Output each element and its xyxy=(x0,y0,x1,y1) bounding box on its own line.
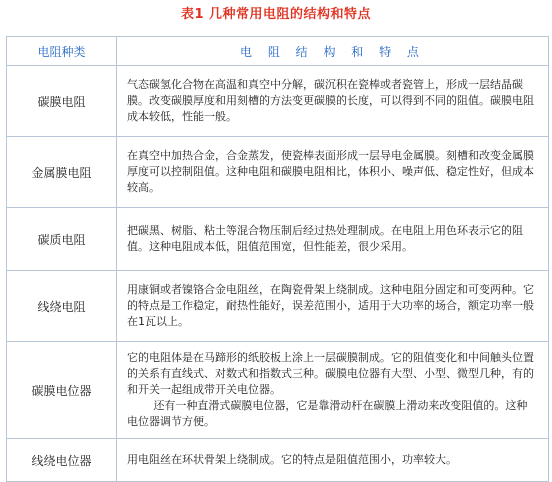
table-row xyxy=(7,208,549,271)
resistor-desc-para: 还有一种直滑式碳膜电位器，它是靠滑动杆在碳膜上滑动来改变阻值的。这种电位器调节方便。 xyxy=(127,399,528,428)
resistor-type: 线绕电阻 xyxy=(7,271,117,342)
resistor-table xyxy=(6,36,549,482)
resistor-desc xyxy=(117,342,549,439)
header-type: 电阻种类 xyxy=(7,37,117,66)
table-header-row xyxy=(7,37,549,66)
table-title: 表1 几种常用电阻的结构和特点 xyxy=(180,7,372,22)
table-row xyxy=(7,66,549,137)
resistor-desc: 用康铜或者镍铬合金电阻丝，在陶瓷骨架上绕制成。这种电阻分固定和可变两种。它的特点是工作稳定，耐热性能好，误差范围小，适用于大功率的场合，额定功率一般在1瓦以上。 xyxy=(117,271,549,342)
table-row xyxy=(7,342,549,439)
resistor-desc: 在真空中加热合金，合金蒸发，使瓷棒表面形成一层导电金属膜。刻槽和改变金属膜厚度可以控制阻值。这种电阻和碳膜电阻相比，体积小、噪声低、稳定性好，但成本较高。 xyxy=(117,137,549,208)
header-desc: 电 阻 结 构 和 特 点 xyxy=(117,37,549,66)
resistor-type: 碳膜电位器 xyxy=(7,342,117,439)
resistor-type: 碳质电阻 xyxy=(7,208,117,271)
table-row xyxy=(7,439,549,482)
resistor-type: 金属膜电阻 xyxy=(7,137,117,208)
resistor-type: 线绕电位器 xyxy=(7,439,117,482)
resistor-desc: 用电阻丝在环状骨架上绕制成。它的特点是阻值范围小，功率较大。 xyxy=(117,439,549,482)
resistor-desc: 气态碳氢化合物在高温和真空中分解，碳沉积在瓷棒或者瓷管上，形成一层结晶碳膜。改变碳膜厚度和用刻槽的方法变更碳膜的长度，可以得到不同的阻值。碳膜电阻成本较低，性能一般。 xyxy=(117,66,549,137)
resistor-type: 碳膜电阻 xyxy=(7,66,117,137)
table-row xyxy=(7,137,549,208)
table-row xyxy=(7,271,549,342)
resistor-desc-para: 它的电阻体是在马蹄形的纸胶板上涂上一层碳膜制成。它的阻值变化和中间触头位置的关系有直线式、对数式和指数式三种。碳膜电位器有大型、小型、微型几种，有的和开关一起组成带开关电位器。 xyxy=(127,351,534,396)
resistor-desc: 把碳黑、树脂、粘土等混合物压制后经过热处理制成。在电阻上用色环表示它的阻值。这种电阻成本低，阻值范围宽，但性能差，很少采用。 xyxy=(117,208,549,271)
